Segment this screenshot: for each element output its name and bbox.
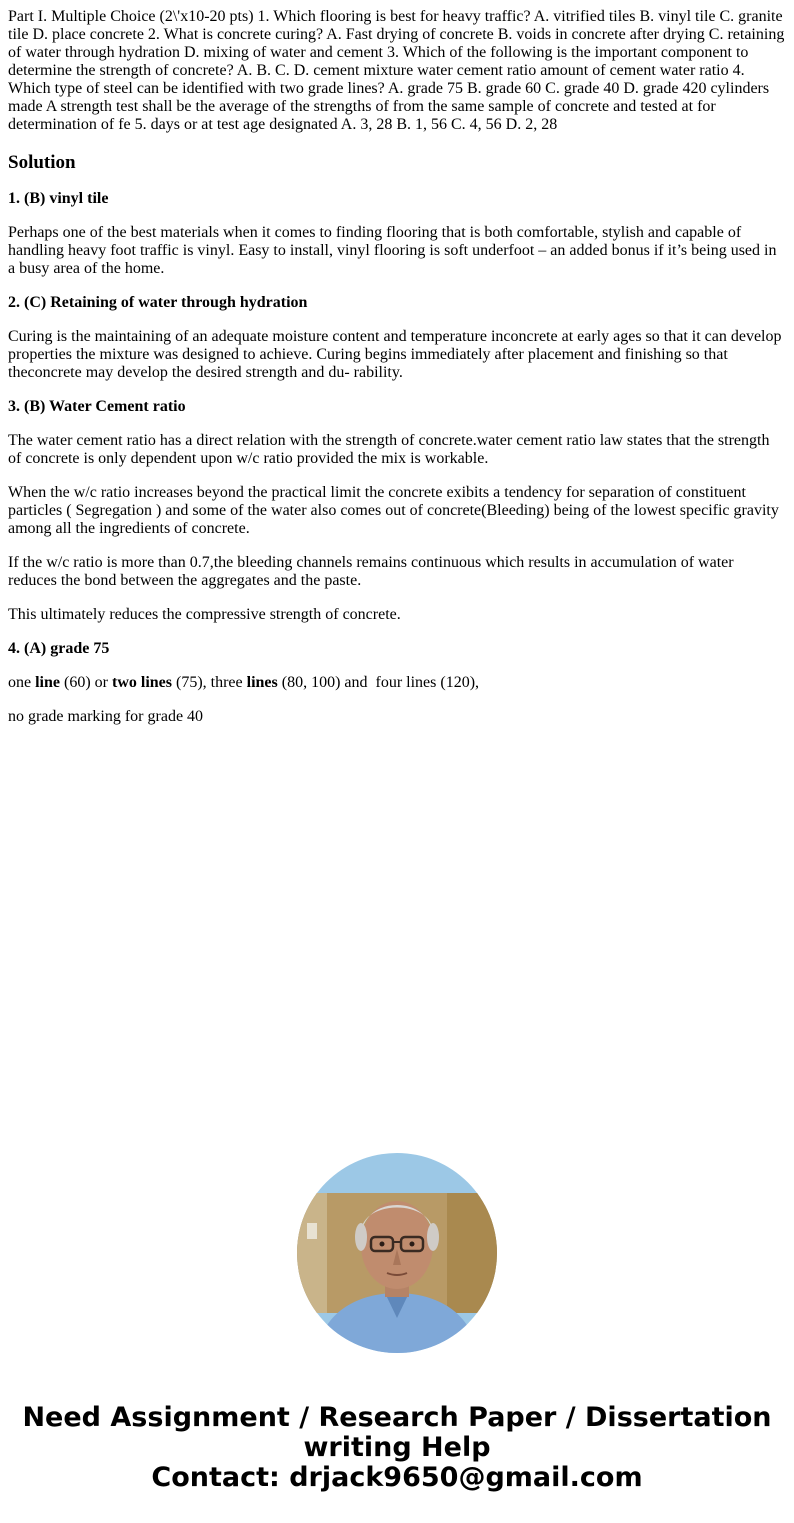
grade-lines-text: one	[8, 674, 36, 691]
grade-lines-bold: lines	[246, 674, 278, 691]
answer-4-heading: 4. (A) grade 75	[8, 640, 110, 657]
grade-lines-bold: line	[35, 674, 60, 691]
solution-heading: Solution	[8, 152, 76, 173]
answer-3-paragraph-1: The water cement ratio has a direct relation with the strength of concrete.water cement ratio law states that the strength of concrete is only dependent upon w/c ratio provided the mix is workable.	[8, 432, 770, 467]
promo-banner	[0, 1403, 794, 1493]
avatar	[297, 1153, 497, 1353]
answer-3-paragraph-3: If the w/c ratio is more than 0.7,the bleeding channels remains continuous which results in accumulation of water reduces the bond between the aggregates and the paste.	[8, 554, 734, 589]
answer-4-grade-lines	[8, 674, 786, 692]
grade-lines-text: (60) or	[60, 674, 112, 691]
answer-1-heading: 1. (B) vinyl tile	[8, 190, 109, 207]
document-content	[8, 8, 786, 742]
grade-lines-text: (80, 100) and four lines (120),	[277, 674, 480, 691]
grade-lines-text: (75), three	[171, 674, 247, 691]
grade-lines-bold: two lines	[111, 674, 172, 691]
promo-contact: Contact: drjack9650@gmail.com	[151, 1462, 643, 1493]
answer-3-paragraph-2: When the w/c ratio increases beyond the practical limit the concrete exibits a tendency for separation of constituent particles ( Segregation ) and some of the water also comes out of concrete(Bleeding) being of the lowest specific gravity among all the ingredients of concrete.	[8, 484, 779, 537]
promo-line-1: Need Assignment / Research Paper / Dissertation	[22, 1402, 772, 1433]
promo-line-2: writing Help	[303, 1432, 491, 1463]
answer-3-paragraph-4: This ultimately reduces the compressive strength of concrete.	[8, 606, 401, 623]
answer-4-note: no grade marking for grade 40	[8, 708, 204, 725]
answer-1-paragraph: Perhaps one of the best materials when it comes to finding flooring that is both comfortable, stylish and capable of handling heavy foot traffic is vinyl. Easy to install, vinyl flooring is soft underfoot – an added bonus if it’s being used in a busy area of the home.	[8, 224, 777, 277]
answer-3-heading: 3. (B) Water Cement ratio	[8, 398, 186, 415]
answer-2-heading: 2. (C) Retaining of water through hydration	[8, 294, 308, 311]
question-text: Part I. Multiple Choice (2\'x10-20 pts) 1. Which flooring is best for heavy traffic? A. vitrified tiles B. vinyl tile C. granite tile D. place concrete 2. What is concrete curing? A. Fast drying of concrete B. voids in concrete after drying C. retaining of water through hydration D. mixing of water and cement 3. Which of the following is the important component to determine the strength of concrete? A. B. C. D. cement mixture water cement ratio amount of cement water ratio 4. Which type of steel can be identified with two grade lines? A. grade 75 B. grade 60 C. grade 40 D. grade 420 cylinders made A strength test shall be the average of the strengths of from the same sample of concrete and tested at for determination of fe 5. days or at test age designated A. 3, 28 B. 1, 56 C. 4, 56 D. 2, 28	[8, 8, 785, 133]
answer-2-paragraph: Curing is the maintaining of an adequate moisture content and temperature inconcrete at early ages so that it can develop properties the mixture was designed to achieve. Curing begins immediately after placement and finishing so that theconcrete may develop the desired strength and du- rability.	[8, 328, 782, 381]
avatar-portrait	[297, 1153, 497, 1353]
